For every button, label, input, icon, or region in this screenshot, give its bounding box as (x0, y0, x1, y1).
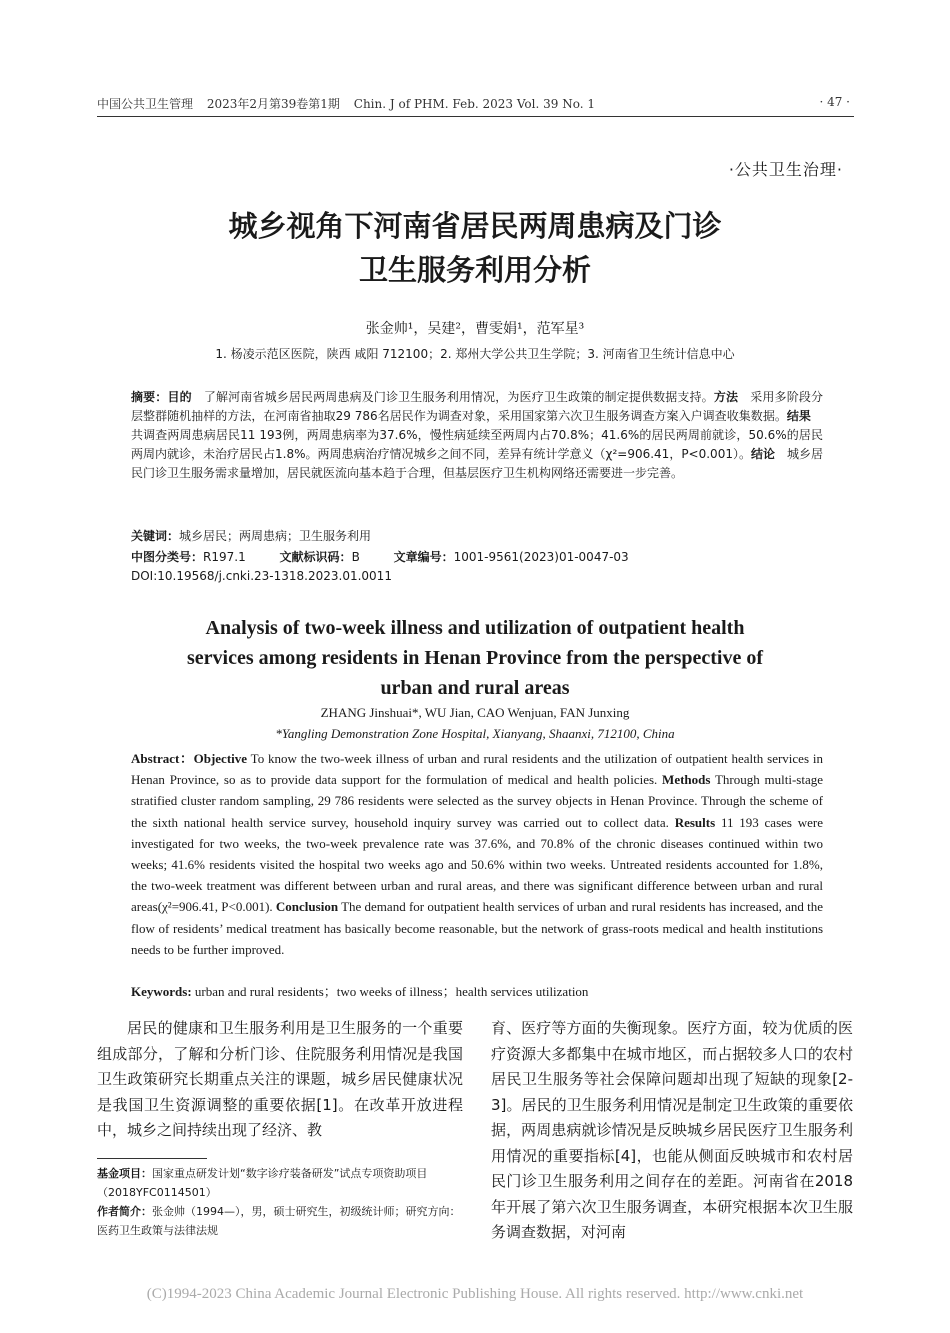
footnote-author-bio (97, 1202, 463, 1240)
body-column-left (97, 1016, 463, 1144)
conclusion-cn-label: 结论 (750, 447, 775, 461)
keywords-en-label: Keywords: (131, 984, 192, 999)
authors-cn: 张金帅¹，吴建²，曹雯娟¹，范军星³ (365, 321, 585, 337)
clc-label: 中图分类号： (131, 550, 204, 564)
issue-en: Chin. J of PHM. Feb. 2023 Vol. 39 No. 1 (353, 97, 595, 111)
doc-code-label: 文献标识码： (279, 550, 352, 564)
keywords-en (131, 981, 823, 1002)
keywords-cn (131, 527, 823, 544)
objective-cn-label: 目的 (167, 390, 192, 404)
title-en-line-2: services among residents in Henan Province from the perspective of (186, 647, 764, 669)
funding-text: 国家重点研发计划“数字诊疗装备研发”试点专项资助项目（2018YFC0114501） (97, 1167, 428, 1199)
authors-en: ZHANG Jinshuai*, WU Jian, CAO Wenjuan, FAN Junxing (320, 705, 630, 720)
article-no-label: 文章编号： (393, 550, 454, 564)
abstract-en-label: Abstract： (131, 751, 194, 766)
title-cn-line-2: 卫生服务利用分析 (358, 253, 591, 287)
results-cn-label: 结果 (786, 409, 811, 423)
classification-line (131, 548, 823, 565)
doi: DOI:10.19568/j.cnki.23-1318.2023.01.0011 (131, 569, 392, 583)
conclusion-en-label: Conclusion (275, 899, 339, 915)
copyright-watermark: (C)1994-2023 China Academic Journal Electronic Publishing House. All rights reserved. http://www.cnki.net (146, 1286, 804, 1302)
conclusion-en-text: The demand for outpatient health services of urban and rural residents has increased, and the flow of residents’ medical treatment has basically become reasonable, but the network of grass-roots medical and health institutions needs to be further improved. (131, 899, 823, 957)
affiliation-en: *Yangling Demonstration Zone Hospital, Xianyang, Shaanxi, 712100, China (275, 726, 675, 741)
body-column-right (491, 1016, 853, 1246)
methods-cn-text: 采用多阶段分层整群随机抽样的方法，在河南省抽取29 786名居民作为调查对象，采用国家第六次卫生服务调查方案入户调查收集数据。 (131, 390, 823, 423)
body-paragraph: 居民的健康和卫生服务利用是卫生服务的一个重要组成部分，了解和分析门诊、住院服务利用情况是我国卫生政策研究长期重点关注的课题，城乡居民健康状况是我国卫生资源调整的重要依据[1]。在改革开放进程中，城乡之间持续出现了经济、教 (97, 1019, 463, 1139)
keywords-cn-text: 城乡居民；两周患病；卫生服务利用 (179, 529, 372, 543)
article-no-value: 1001-9561(2023)01-0047-03 (453, 550, 629, 564)
footnote-rule (97, 1158, 207, 1159)
journal-name-cn: 中国公共卫生管理 (97, 97, 194, 111)
header-rule (97, 116, 854, 117)
methods-cn-label: 方法 (713, 390, 739, 404)
column-tag: ·公共卫生治理· (728, 160, 843, 179)
methods-en-text: Through multi-stage stratified cluster random sampling, 29 786 residents were selected as the survey objects in Henan Province. Through the scheme of the sixth national health service survey, household inquiry survey was carried out to collect data. (131, 772, 823, 830)
author-bio-text: 张金帅（1994—），男，硕士研究生，初级统计师；研究方向：医药卫生政策与法律法规 (97, 1205, 461, 1237)
objective-en-label: Objective (193, 751, 248, 766)
author-bio-label: 作者简介： (97, 1205, 152, 1218)
doc-code-value: B (351, 550, 360, 564)
affiliations-cn: 1. 杨凌示范区医院，陕西 咸阳 712100；2. 郑州大学公共卫生学院；3. 河南省卫生统计信息中心 (215, 347, 735, 361)
footnote-funding (97, 1164, 463, 1202)
results-cn-text: 共调查两周患病居民11 193例，两周患病率为37.6%，慢性病延续至两周内占70.8%；41.6%的居民两周前就诊，50.6%的居民两周内就诊，未治疗居民占1.8%。两周患病治疗情况城乡之间不同，差异有统计学意义（χ²=906.41，P<0.001）。 (131, 409, 823, 461)
title-en-line-1: Analysis of two-week illness and utilization of outpatient health (205, 617, 745, 639)
title-en-line-3: urban and rural areas (380, 677, 570, 699)
title-cn-line-1: 城乡视角下河南省居民两周患病及门诊 (228, 209, 722, 243)
abstract-cn-label: 摘要： (131, 390, 168, 404)
results-en-label: Results (674, 814, 716, 830)
methods-en-label: Methods (662, 772, 711, 788)
running-header-left (97, 95, 595, 112)
objective-en-text: To know the two-week illness of urban and rural residents and the utilization of outpatient health services in Henan Province, so as to provide data support for the formulation of medical and health policies. (131, 751, 823, 788)
body-paragraph: 育、医疗等方面的失衡现象。医疗方面，较为优质的医疗资源大多都集中在城市地区，而占据较多人口的农村居民卫生服务等社会保障问题却出现了短缺的现象[2-3]。居民的卫生服务利用情况是制定卫生政策的重要依据，两周患病就诊情况是反映城乡居民医疗卫生服务利用情况的重要指标[4]，也能从侧面反映城市和农村居民门诊卫生服务利用之间存在的差距。河南省在2018年开展了第六次卫生服务调查，本研究根据本次卫生服务调查数据，对河南 (491, 1019, 853, 1241)
abstract-cn (131, 388, 823, 483)
issue-cn: 2023年2月第39卷第1期 (206, 97, 340, 111)
funding-label: 基金项目： (97, 1167, 152, 1180)
abstract-en (131, 748, 823, 960)
results-en-text: 11 193 cases were investigated for two weeks, the two-week prevalence rate was 37.6%, and 70.8% of the chronic diseases continued within two weeks; 41.6% residents visited the hospital two weeks ago and 50.6% within two weeks. Untreated residents accounted for 1.8%, the two-week treatment was different between urban and rural areas, and there was significant difference between urban and rural areas(χ²=906.41, P<0.001). (131, 814, 824, 915)
keywords-cn-label: 关键词： (131, 529, 180, 543)
conclusion-cn-text: 城乡居民门诊卫生服务需求量增加，居民就医流向基本趋于合理，但基层医疗卫生机构网络还需要进一步完善。 (131, 447, 823, 480)
page-number: · 47 · (819, 95, 850, 109)
objective-cn-text: 了解河南省城乡居民两周患病及门诊卫生服务利用情况，为医疗卫生政策的制定提供数据支持。 (191, 390, 714, 404)
clc-value: R197.1 (203, 550, 246, 564)
keywords-en-text: urban and rural residents；two weeks of illness；health services utilization (191, 984, 589, 999)
